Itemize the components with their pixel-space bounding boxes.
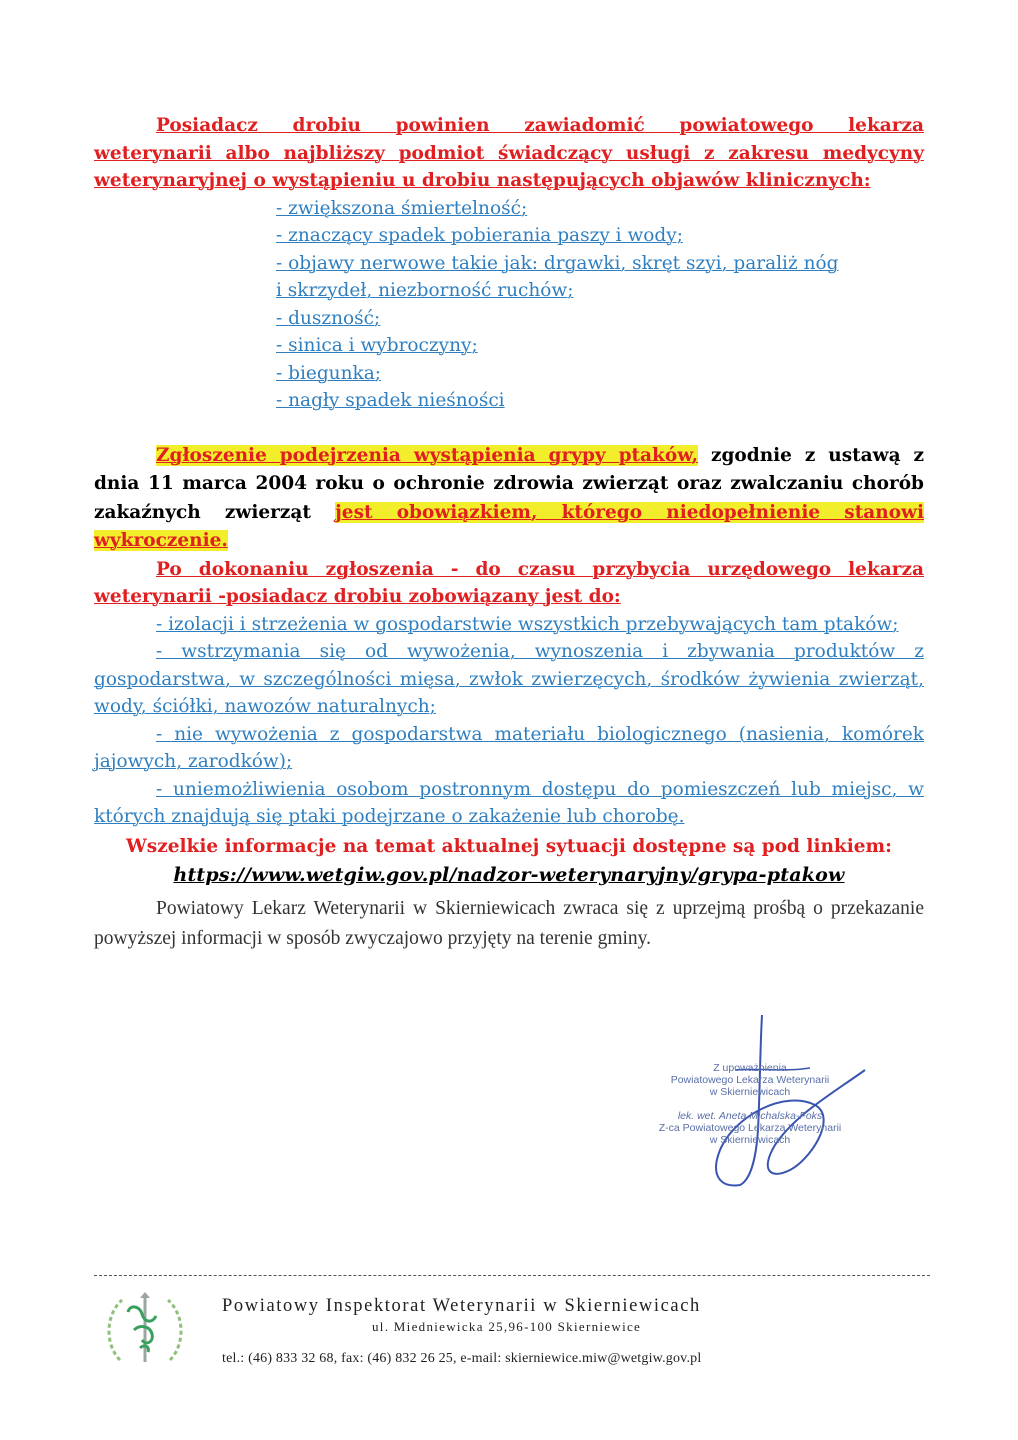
signature-icon [610,1010,880,1190]
symptom-item: i skrzydeł, niezborność ruchów; [276,280,574,301]
duty-item: - wstrzymania się od wywożenia, wynoszenia i zbywania produktów z gospodarstwa, w szczególności mięsa, zwłok zwierzęcych, środków żywienia zwierząt, wody, ściółki, nawozów naturalnych; [94,641,924,717]
duty-item: - uniemożliwienia osobom postronnym dostępu do pomieszczeń lub miejsc, w których znajdują się ptaki podejrzane o zakażenie lub chorobę. [94,778,924,827]
letter-body [94,112,924,954]
footer-divider [94,1275,930,1276]
notice-text: zgodnie z ustawą z dnia 11 marca 2004 roku o ochronie zdrowia zwierząt oraz zwalczaniu chorób zakaźnych zwierząt [94,444,924,523]
symptom-list [276,195,924,415]
info-heading: Wszelkie informacje na temat aktualnej sytuacji dostępne są pod linkiem: [126,835,892,857]
symptom-item: - znaczący spadek pobierania paszy i wody; [276,225,683,246]
footer [222,1296,882,1367]
notice-highlight-1: Zgłoszenie podejrzenia wystąpienia grypy ptaków, [156,444,699,466]
notice-highlight-2: jest obowiązkiem, którego niedopełnienie stanowi wykroczenie. [94,501,924,551]
stamp-line: Z upoważnienia [713,1062,787,1074]
duty-item: - izolacji i strzeżenia w gospodarstwie wszystkich przebywających tam ptaków; [156,613,899,635]
notice-paragraph [94,442,924,556]
symptom-item: - objawy nerwowe takie jak: drgawki, skręt szyi, paraliż nóg [276,252,839,274]
stamp-line: w Skierniewicach [709,1086,791,1098]
stamp-line: w Skierniewicach [709,1134,791,1146]
stamp-line: lek. wet. Aneta Michalska-Foks [677,1110,823,1122]
footer-address: ul. Miedniewicka 25,96-100 Skierniewice [372,1319,642,1334]
symptom-item: - duszność; [276,307,381,329]
stamp-line: Powiatowego Lekarza Weterynarii [670,1074,830,1086]
footer-org: Powiatowy Inspektorat Weterynarii w Skierniewicach [222,1296,701,1316]
after-line-2: weterynarii -posiadacz drobiu zobowiązany jest do: [94,586,621,607]
caduceus-icon [100,1290,190,1370]
symptom-item: - zwiększona śmiertelność; [276,197,528,219]
duty-item: - nie wywożenia z gospodarstwa materiału biologicznego (nasienia, komórek jajowych, zarodków); [94,723,924,772]
intro-line-1: Posiadacz drobiu powinien zawiadomić powiatowego lekarza [156,115,924,136]
closing-paragraph: Powiatowy Lekarz Weterynarii w Skierniewicach zwraca się z uprzejmą prośbą o przekazanie powyższej informacji w sposób zwyczajowo przyjęty na terenie gminy. [94,897,924,949]
spacer [94,415,924,442]
vet-inspectorate-logo [100,1290,190,1370]
after-line-1: Po dokonaniu zgłoszenia - do czasu przybycia urzędowego lekarza [156,558,924,580]
symptom-item: - nagły spadek nieśności [276,390,505,411]
signature-stamp [610,1010,880,1190]
footer-contact: tel.: (46) 833 32 68, fax: (46) 832 26 25, e-mail: skierniewice.miw@wetgiw.gov.pl [222,1351,702,1366]
symptom-item: - sinica i wybroczyny; [276,335,478,356]
stamp-line: Z-ca Powiatowego Lekarza Weterynarii [658,1122,842,1134]
intro-line-2: weterynarii albo najbliższy podmiot świadczący usługi z zakresu medycyny [94,142,924,164]
info-link[interactable]: https://www.wetgiw.gov.pl/nadzor-weterynaryjny/grypa-ptakow [173,864,845,886]
info-link-row [94,862,924,890]
duties-list [94,611,924,831]
symptom-item: - biegunka; [276,362,381,384]
intro-line-3: weterynaryjnej o wystąpieniu u drobiu następujących objawów klinicznych: [94,170,871,191]
